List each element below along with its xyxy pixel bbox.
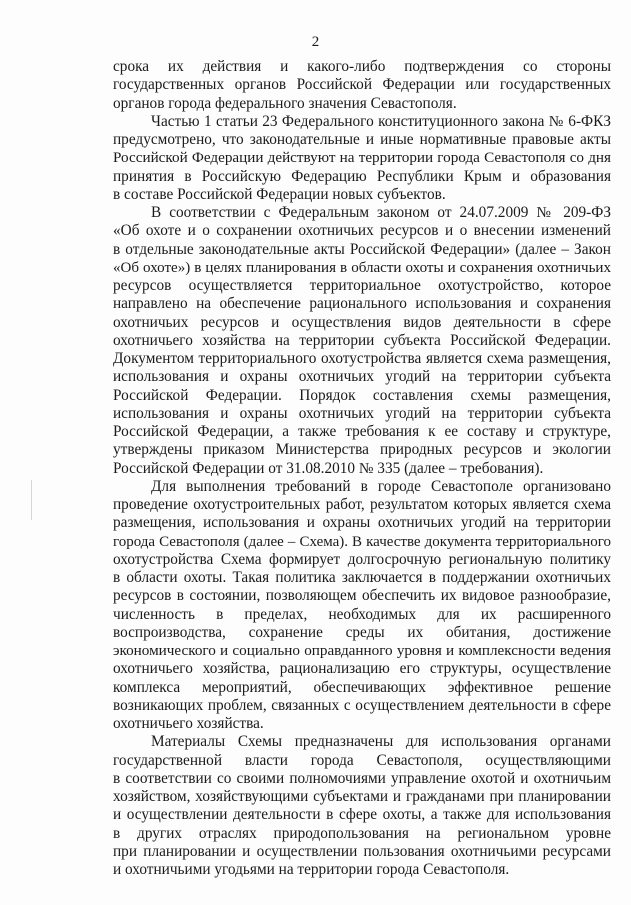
text-line: в соответствии со своими полномочиями управление охотой и охотничьим (113, 769, 611, 787)
text-line: «Об охоте и о сохранении охотничьих ресурсов и о внесении изменений (113, 222, 611, 240)
text-line: при планировании и осуществлении пользования охотничьими ресурсами (113, 842, 611, 860)
paragraph-1 (113, 58, 611, 113)
text-line: предусмотрено, что законодательные и иные нормативные правовые акты (113, 131, 611, 148)
text-line: в составе Российской Федерации новых субъектов. (113, 185, 446, 203)
text-line: и охотничьими угодьями на территории города Севастополя. (113, 861, 510, 878)
text-line: Для выполнения требований в городе Севастополе организовано (151, 477, 611, 495)
text-line: комплекса мероприятий, обеспечивающих эффективное решение (113, 678, 611, 696)
text-line: Документом территориального охотустройства является схема размещения, (113, 350, 611, 367)
paragraph-2 (113, 113, 611, 204)
text-line: использования и охраны охотничьих угодий на территории субъекта (113, 404, 611, 422)
text-line: использования и охраны охотничьих угодий на территории субъекта (113, 368, 611, 386)
text-line: Материалы Схемы предназначены для использования органами (151, 733, 611, 751)
text-line: ресурсов в состоянии, позволяющем обеспечить их видовое разнообразие, (113, 587, 611, 605)
scan-artifact (31, 480, 32, 520)
paragraph-3 (113, 204, 611, 478)
text-line: «Об охоте») в целях планирования в области охоты и сохранения охотничьих (113, 259, 611, 276)
text-line: города Севастополя (далее – Схема). В качестве документа территориального (113, 533, 611, 550)
text-line: в других отраслях природопользования на региональном уровне (113, 824, 611, 842)
text-line: Российской Федерации. Порядок составления схемы размещения, (113, 386, 611, 404)
text-line: размещения, использования и охраны охотничьих угодий на территории (113, 514, 611, 532)
text-line: экономического и социально оправданного уровня и комплексности ведения (113, 642, 611, 659)
text-line: Российской Федерации действуют на территории города Севастополя со дня (113, 149, 611, 167)
text-line: утверждены приказом Министерства природных ресурсов и экологии (113, 441, 611, 459)
text-line: проведение охотустроительных работ, результатом которых является схема (113, 496, 611, 513)
text-line: органов города федерального значения Севастополя. (113, 94, 457, 112)
text-line: в области охоты. Такая политика заключается в поддержании охотничьих (113, 569, 611, 586)
text-line: в отдельные законодательные акты Российской Федерации» (далее – Закон (113, 240, 611, 258)
text-line: срока их действия и какого-либо подтверждения со стороны (113, 58, 611, 75)
text-line: воспроизводства, сохранение среды их обитания, достижение (113, 623, 611, 641)
text-line: охотничьих ресурсов и осуществления видов деятельности в сфере (113, 313, 611, 331)
text-line: Российской Федерации от 31.08.2010 № 335 (далее – требования). (113, 459, 544, 477)
page-number: 2 (311, 34, 320, 50)
text-line: охотничьего хозяйства, рационализацию его структуры, осуществление (113, 660, 611, 678)
document-body (113, 58, 611, 879)
text-line: возникающих проблем, связанных с осуществлением деятельности в сфере (113, 696, 611, 714)
text-line: и осуществлении деятельности в сфере охоты, а также для использования (113, 806, 611, 824)
text-line: направлено на обеспечение рационального использования и сохранения (113, 295, 611, 313)
text-line: В соответствии с Федеральным законом от 24.07.2009 № 209-ФЗ (151, 204, 611, 221)
text-line: охотничьего хозяйства на территории субъекта Российской Федерации. (113, 331, 611, 349)
text-line: Частью 1 статьи 23 Федерального конституционного закона № 6-ФКЗ (151, 112, 611, 130)
text-line: хозяйством, хозяйствующими субъектами и гражданами при планировании (113, 788, 611, 805)
text-line: Российской Федерации, а также требования к ее составу и структуре, (113, 423, 611, 440)
text-line: охотничьего хозяйства. (113, 715, 264, 732)
paragraph-4 (113, 478, 611, 734)
text-line: принятия в Российскую Федерацию Республики Крым и образования (113, 167, 611, 185)
text-line: государственной власти города Севастополя, осуществляющими (113, 751, 611, 769)
text-line: государственных органов Российской Федерации или государственных (113, 76, 611, 94)
text-line: ресурсов осуществляется территориальное охотустройство, которое (113, 277, 611, 294)
paragraph-5 (113, 733, 611, 879)
text-line: численность в пределах, необходимых для их расширенного (113, 605, 611, 623)
text-line: охотустройства Схема формирует долгосрочную региональную политику (113, 550, 611, 568)
